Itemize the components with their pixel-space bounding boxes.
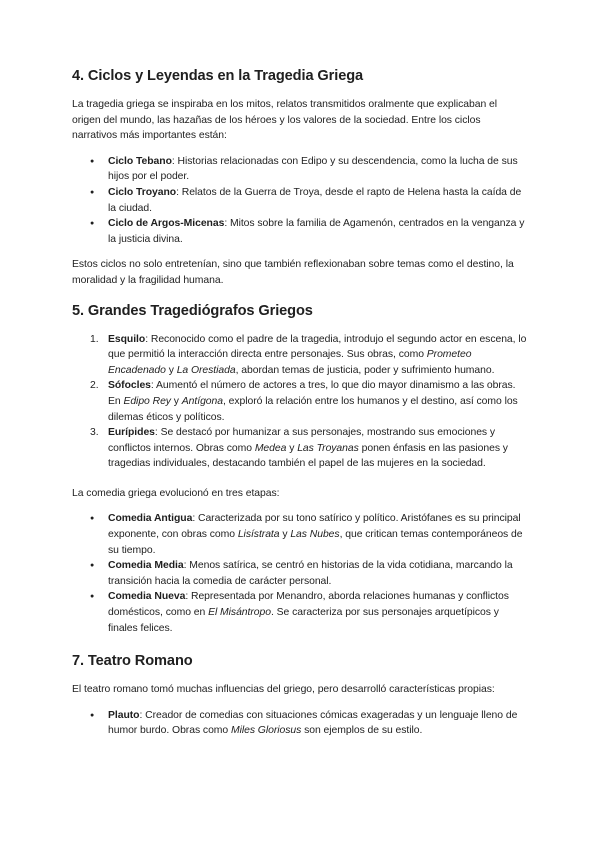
section-4-outro: Estos ciclos no solo entretenían, sino que también reflexionaban sobre temas como el destino, la moralidad y la fragilidad humana.	[72, 259, 514, 286]
comedy-list	[72, 511, 528, 636]
section-7-heading: 7. Teatro Romano	[72, 653, 193, 670]
list-item: ● Ciclo Tebano: Historias relacionadas con Edipo y su descendencia, como la lucha de sus hijos por el poder.	[72, 154, 528, 185]
list-item: ● Comedia Media: Menos satírica, se centró en historias de la vida cotidiana, marcando la transición hacia la comedia de carácter personal.	[72, 558, 528, 589]
term: Ciclo de Argos-Micenas	[108, 218, 225, 230]
list-item: 1. Esquilo: Reconocido como el padre de la tragedia, introdujo el segundo actor en escena, lo que permitió la interacción directa entre personajes. Sus obras, como Prometeo Encadenado y La Orestiada, abordan temas de justicia, poder y sufrimiento humano.	[90, 333, 527, 376]
roman-list	[72, 708, 528, 739]
list-item: 3. Eurípides: Se destacó por humanizar a sus personajes, mostrando sus emociones y conflictos internos. Obras como Medea y Las Troyanas ponen énfasis en las pasiones y tragedias individuales, destacando también el papel de las mujeres en la sociedad.	[90, 427, 508, 470]
term: Ciclo Tebano	[108, 155, 172, 167]
list-item: ● Comedia Nueva: Representada por Menandro, aborda relaciones humanas y conflictos domésticos, como en El Misántropo. Se caracteriza por sus personajes arquetípicos y finales felices.	[72, 589, 528, 636]
section-5-heading: 5. Grandes Tragediógrafos Griegos	[72, 302, 313, 319]
section-4-intro: La tragedia griega se inspiraba en los mitos, relatos transmitidos oralmente que explicaban el origen del mundo, las hazañas de los héroes y los valores de la sociedad. Entre los ciclos narrativos más importantes están:	[72, 99, 498, 142]
cycles-list	[72, 154, 528, 248]
list-item: ● Ciclo Troyano: Relatos de la Guerra de Troya, desde el rapto de Helena hasta la caída de la ciudad.	[72, 185, 528, 216]
list-item: ● Comedia Antigua: Caracterizada por su tono satírico y político. Aristófanes es su principal exponente, con obras como Lisístrata y Las Nubes, que critican temas contemporáneos de su tiempo.	[72, 511, 528, 558]
list-item: ● Ciclo de Argos-Micenas: Mitos sobre la familia de Agamenón, centrados en la venganza y la justicia divina.	[72, 216, 528, 247]
list-item: ● Plauto: Creador de comedias con situaciones cómicas exageradas y un lenguaje lleno de humor burdo. Obras como Miles Gloriosus son ejemplos de su estilo.	[72, 708, 528, 739]
section-4-heading: 4. Ciclos y Leyendas en la Tragedia Griega	[72, 68, 364, 84]
section-7-intro: El teatro romano tomó muchas influencias del griego, pero desarrolló características propias:	[72, 684, 495, 696]
comedy-intro: La comedia griega evolucionó en tres etapas:	[72, 487, 280, 499]
tragedians-list	[72, 332, 528, 472]
list-item: 2. Sófocles: Aumentó el número de actores a tres, lo que dio mayor dinamismo a las obras. En Edipo Rey y Antígona, exploró la relación entre los humanos y el destino, así como los dilemas éticos y políticos.	[90, 380, 518, 423]
term: Ciclo Troyano	[108, 186, 177, 198]
